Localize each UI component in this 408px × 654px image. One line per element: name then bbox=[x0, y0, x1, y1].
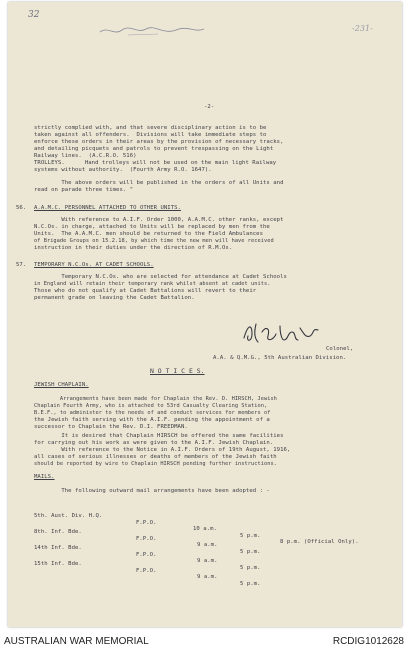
sec57-line: Temporary N.C.Os. who are selected for attendance at Cadet Schools bbox=[34, 274, 287, 280]
intro-line: and detailing picquets and patrols to prevent trespassing on the Light bbox=[34, 146, 274, 152]
mail-unit: 14th Inf. Bde. bbox=[34, 545, 82, 552]
mail-am: 10 a.m. bbox=[193, 526, 217, 533]
mail-pm: 5 p.m. bbox=[240, 564, 261, 571]
mail-unit: 5th. Aust. Div. H.Q. bbox=[34, 513, 103, 520]
section-number: 57. bbox=[16, 262, 27, 268]
page-stamp-annotation: -231- bbox=[352, 24, 373, 33]
jewish-line: B.E.F., to administer to the needs of and conduct services for members of bbox=[34, 410, 271, 416]
sec57-line: permanent grade on leaving the Cadet Battalion. bbox=[34, 295, 195, 301]
mail-office: F.P.O. bbox=[136, 567, 157, 574]
mail-office: F.P.O. bbox=[136, 519, 157, 526]
footer-record-id: RCDIG1012628 bbox=[332, 636, 404, 647]
jewish-line: should be reported by wire to Chaplain HIRSCH pending further instructions. bbox=[34, 461, 277, 467]
mail-am: 9 a.m. bbox=[197, 558, 218, 565]
signature-title: Colonel, bbox=[326, 346, 354, 352]
footer-institution: AUSTRALIAN WAR MEMORIAL bbox=[4, 636, 149, 647]
sec56-line: Units. The A.A.M.C. men should be returned to the Field Ambulances bbox=[34, 231, 263, 237]
notices-title: N O T I C E S. bbox=[150, 367, 205, 375]
publish-line: read on parade three times. " bbox=[34, 187, 134, 193]
intro-line: strictly complied with, and that severe disciplinary action is to be bbox=[34, 125, 267, 131]
jewish-line: It is desired that Chaplain HIRSCH be offered the same facilities bbox=[34, 433, 284, 439]
jewish-line: Arrangements have been made for Chaplain the Rev. D. HIRSCH, Jewish bbox=[34, 396, 277, 402]
jewish-line: Chaplain Fourth Army, who is attached to 53rd Casualty Clearing Station, bbox=[34, 403, 268, 409]
archive-footer bbox=[0, 634, 408, 650]
handwritten-scribble bbox=[98, 24, 208, 38]
sec56-line: of Brigade Groups on 15.2.18, by which time the new men will have received bbox=[34, 238, 274, 244]
sec56-line: instruction in their duties under the direction of R.M.Os. bbox=[34, 245, 233, 251]
jewish-line: successor to Chaplain the Rev. D.I. FREEDMAN. bbox=[34, 424, 188, 430]
mail-am: 9 a.m. bbox=[197, 574, 218, 581]
publish-line: The above orders will be published in the orders of all Units and bbox=[34, 180, 284, 186]
mail-unit: 8th. Inf. Bde. bbox=[34, 529, 82, 536]
mails-heading: MAILS. bbox=[34, 474, 55, 480]
sec56-line: With reference to A.I.F. Order 1000, A.A.M.C. other ranks, except bbox=[34, 217, 284, 223]
section-number: 56. bbox=[16, 205, 27, 211]
mail-am: 9 a.m. bbox=[197, 542, 218, 549]
page-number: -2- bbox=[204, 104, 215, 110]
document-page bbox=[8, 2, 402, 627]
jewish-heading: JEWISH CHAPLAIN. bbox=[34, 382, 89, 388]
jewish-line: the Jewish faith serving with the A.I.F. pending the appointment of a bbox=[34, 417, 270, 423]
mail-row bbox=[8, 555, 402, 600]
mails-intro: The following outward mail arrangements have been adopted : - bbox=[34, 488, 270, 494]
intro-line: taken against all offenders. Divisions will take immediate steps to bbox=[34, 132, 267, 138]
jewish-line: With reference to the Notice in A.I.F. Orders of 19th August, 1916, bbox=[34, 447, 291, 453]
mail-pm: 5 p.m. bbox=[240, 548, 261, 555]
page-number-annotation: 32 bbox=[28, 10, 40, 20]
mail-pm: 5 p.m. bbox=[240, 532, 261, 539]
intro-line: enforce these orders in their areas by the provision of necessary tracks, bbox=[34, 139, 284, 145]
mail-office: F.P.O. bbox=[136, 551, 157, 558]
mail-late: 8 p.m. (Official Only). bbox=[280, 539, 359, 546]
trolleys-line: Hand trolleys will not be used on the main light Railway bbox=[78, 160, 277, 166]
signature-image bbox=[240, 320, 322, 346]
mail-office: F.P.O. bbox=[136, 535, 157, 542]
mail-pm: 5 p.m. bbox=[240, 580, 261, 587]
section-heading: TEMPORARY N.C.Os. AT CADET SCHOOLS. bbox=[34, 262, 154, 268]
section-heading: A.A.M.C. PERSONNEL ATTACHED TO OTHER UNITS. bbox=[34, 205, 181, 211]
trolleys-label: TROLLEYS. bbox=[34, 160, 65, 166]
mail-unit: 15th Inf. Bde. bbox=[34, 561, 82, 568]
intro-line: Railway lines. (A.C.R.O. 516) bbox=[34, 153, 137, 159]
trolleys-line: systems without authority. (Fourth Army R.O. 1647). bbox=[34, 167, 212, 173]
signature-line: A.A. & Q.M.G., 5th Australian Division. bbox=[213, 355, 347, 361]
jewish-line: all cases of serious illnesses or deaths of members of the Jewish faith bbox=[34, 454, 277, 460]
sec56-line: N.C.Os. in charge, attached to Units will be replaced by men from the bbox=[34, 224, 270, 230]
sec57-line: in England will retain their temporary rank whilst absent at cadet units. bbox=[34, 281, 271, 287]
sec57-line: Those who do not qualify at Cadet Battalions will revert to their bbox=[34, 288, 257, 294]
jewish-line: for carrying out his work as were given to the A.I.F. Jewish Chaplain. bbox=[34, 440, 274, 446]
